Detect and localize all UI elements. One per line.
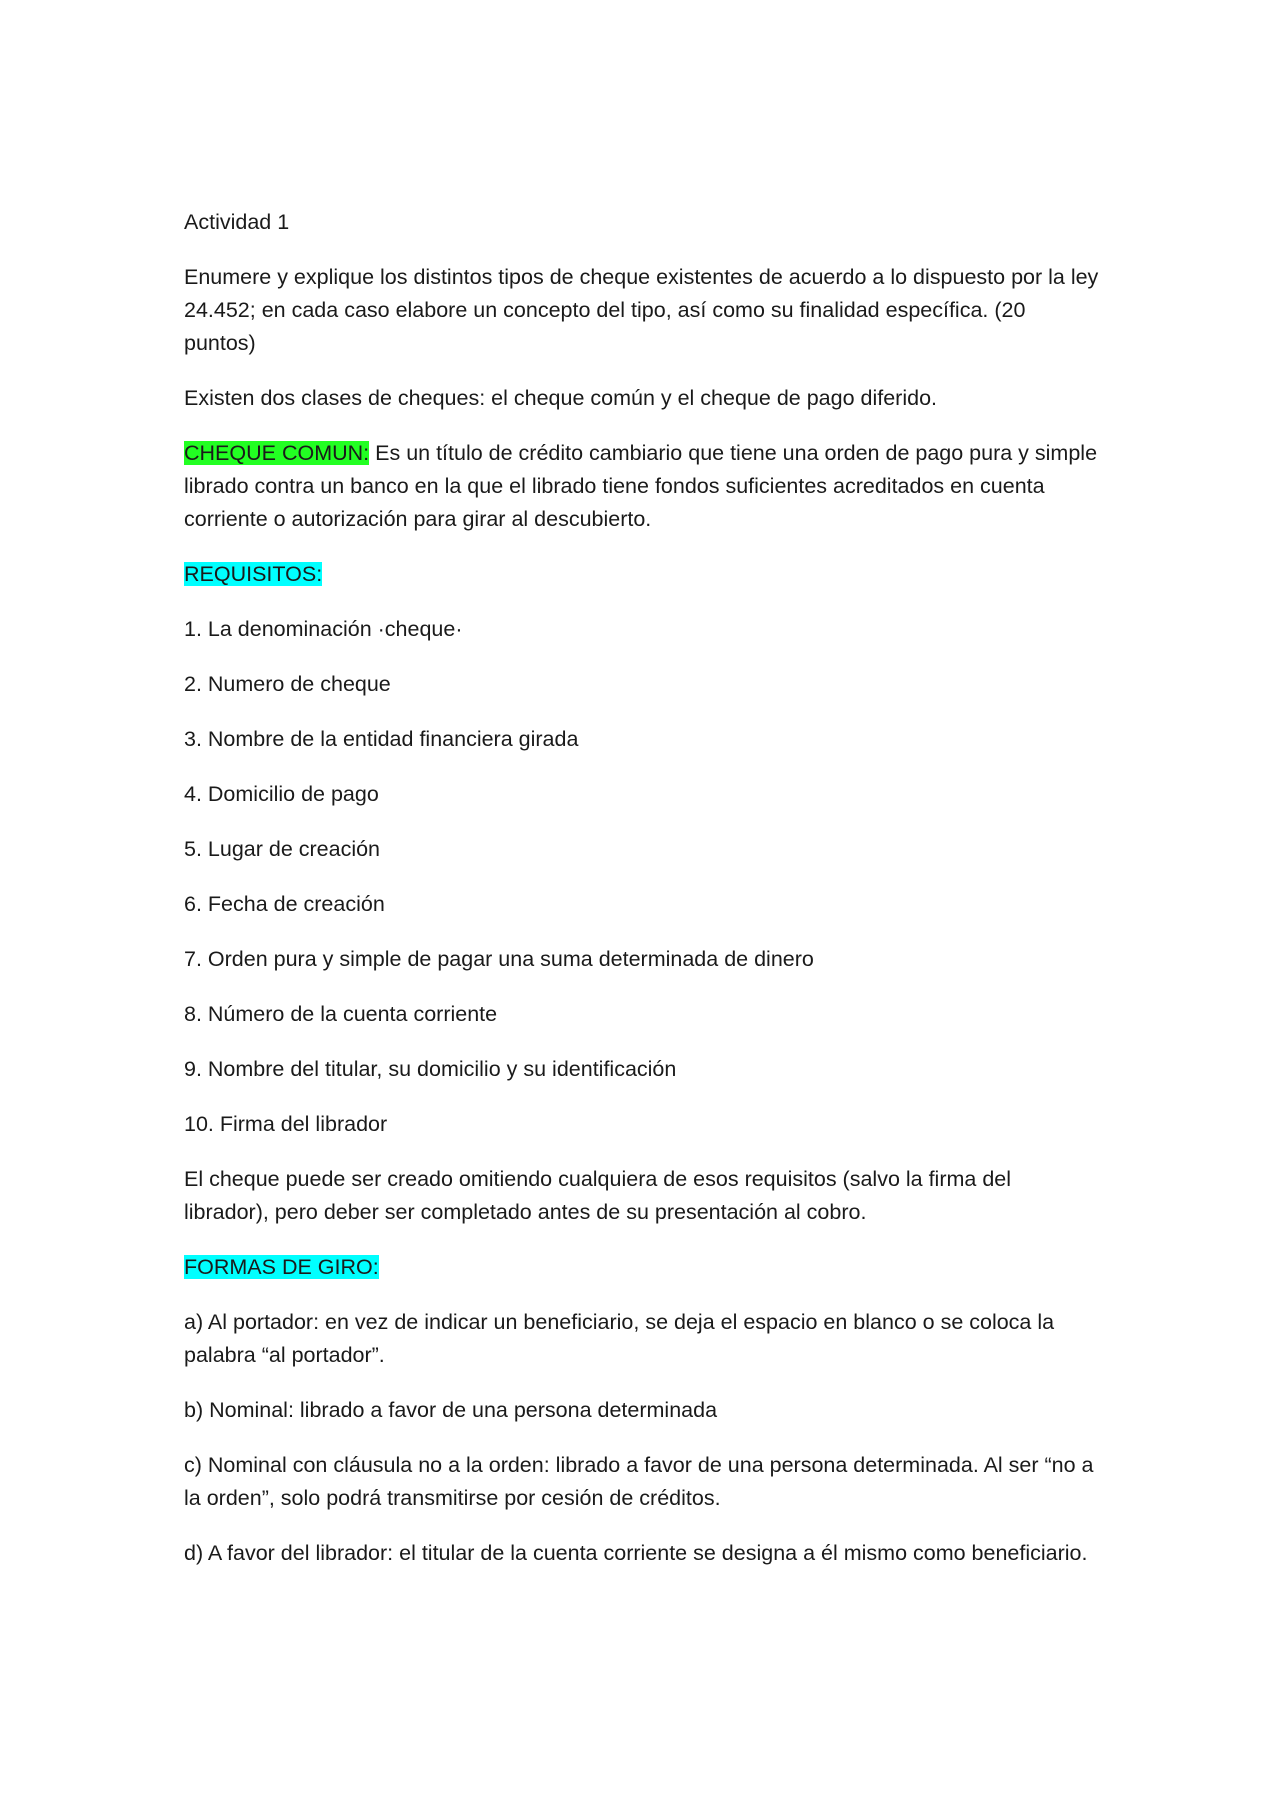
list-item: 2. Numero de cheque	[184, 672, 391, 696]
cheque-comun-definition: Es un título de crédito cambiario que tiene una orden de pago pura y simple librado contra un banco en la que el librado tiene fondos suficientes acreditados en cuenta corriente o autorización para girar al descubierto.	[184, 441, 1098, 531]
list-item: 4. Domicilio de pago	[184, 782, 379, 806]
list-item: c) Nominal con cláusula no a la orden: librado a favor de una persona determinada. Al ser “no a la orden”, solo podrá transmitirse por cesión de créditos.	[184, 1453, 1094, 1510]
requisitos-note: El cheque puede ser creado omitiendo cualquiera de esos requisitos (salvo la firma del librador), pero deber ser completado antes de su presentación al cobro.	[184, 1167, 1012, 1224]
formas-de-giro-heading: FORMAS DE GIRO:	[184, 1255, 379, 1279]
list-item: 9. Nombre del titular, su domicilio y su identificación	[184, 1057, 677, 1081]
list-item: 10. Firma del librador	[184, 1112, 388, 1136]
list-item: 6. Fecha de creación	[184, 892, 385, 916]
list-item: 3. Nombre de la entidad financiera girada	[184, 727, 579, 751]
list-item: d) A favor del librador: el titular de la cuenta corriente se designa a él mismo como beneficiario.	[184, 1541, 1088, 1565]
list-item: 1. La denominación ·cheque·	[184, 617, 463, 641]
requisitos-heading: REQUISITOS:	[184, 562, 323, 586]
question-paragraph: Enumere y explique los distintos tipos de cheque existentes de acuerdo a lo dispuesto por la ley 24.452; en cada caso elabore un concepto del tipo, así como su finalidad específica. (20 puntos)	[184, 265, 1099, 355]
cheque-comun-paragraph	[184, 437, 1100, 536]
formas-de-giro-heading-paragraph	[184, 1251, 1100, 1284]
intro-paragraph: Existen dos clases de cheques: el cheque común y el cheque de pago diferido.	[184, 386, 937, 410]
list-item: a) Al portador: en vez de indicar un beneficiario, se deja el espacio en blanco o se coloca la palabra “al portador”.	[184, 1310, 1055, 1367]
document-body	[184, 206, 1100, 1592]
requisitos-heading-paragraph	[184, 558, 1100, 591]
list-item: 5. Lugar de creación	[184, 837, 381, 861]
cheque-comun-label: CHEQUE COMUN:	[184, 441, 370, 465]
list-item: 8. Número de la cuenta corriente	[184, 1002, 498, 1026]
activity-title: Actividad 1	[184, 210, 290, 234]
list-item: 7. Orden pura y simple de pagar una suma determinada de dinero	[184, 947, 814, 971]
list-item: b) Nominal: librado a favor de una persona determinada	[184, 1398, 718, 1422]
